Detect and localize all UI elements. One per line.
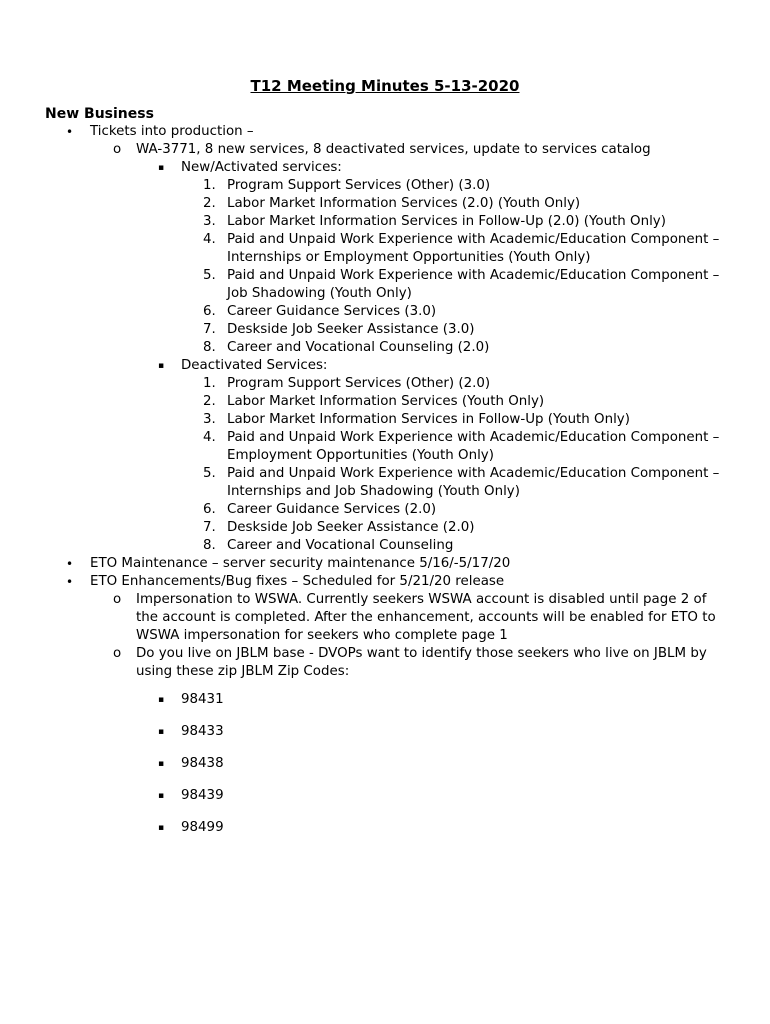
zip-code-item	[0, 819, 770, 851]
deactivated-service-item	[0, 465, 770, 501]
square-marker: ▪	[158, 361, 165, 371]
document-title: T12 Meeting Minutes 5-13-2020	[250, 77, 520, 95]
list-item-text: Tickets into production –	[90, 124, 254, 139]
list-item-eto-maintenance	[0, 555, 770, 573]
list-item-deactivated	[0, 357, 770, 375]
item-text: Career Guidance Services (2.0)	[227, 502, 437, 517]
minutes-content	[0, 123, 770, 851]
item-text: Career Guidance Services (3.0)	[227, 304, 437, 319]
square-marker: ▪	[158, 791, 165, 801]
square-marker: ▪	[158, 727, 165, 737]
circle-marker: o	[113, 142, 122, 157]
square-marker: ▪	[158, 695, 165, 705]
item-text: Paid and Unpaid Work Experience with Academic/Education Component – Employment Opportunities (Youth Only)	[227, 430, 720, 463]
item-text: Labor Market Information Services (Youth Only)	[227, 394, 545, 409]
list-item-text: Do you live on JBLM base - DVOPs want to identify those seekers who live on JBLM by using these zip JBLM Zip Codes:	[136, 646, 707, 679]
item-text: Paid and Unpaid Work Experience with Academic/Education Component – Internships and Job Shadowing (Youth Only)	[227, 466, 720, 499]
item-number: 2.	[203, 196, 216, 211]
deactivated-service-item	[0, 393, 770, 411]
square-marker: ▪	[158, 163, 165, 173]
list-item-eto-enhancements	[0, 573, 770, 591]
item-text: Labor Market Information Services in Follow-Up (Youth Only)	[227, 412, 630, 427]
zip-code-item	[0, 787, 770, 819]
item-text: Labor Market Information Services (2.0) (Youth Only)	[227, 196, 581, 211]
item-number: 4.	[203, 430, 216, 445]
bullet-marker: •	[66, 575, 74, 589]
item-text: Paid and Unpaid Work Experience with Academic/Education Component – Internships or Employment Opportunities (Youth Only)	[227, 232, 720, 265]
item-number: 4.	[203, 232, 216, 247]
zip-code-text: 98438	[181, 756, 224, 771]
list-item-text: Deactivated Services:	[181, 358, 328, 373]
new-service-item	[0, 339, 770, 357]
new-service-item	[0, 267, 770, 303]
circle-marker: o	[113, 646, 122, 661]
item-number: 6.	[203, 502, 216, 517]
item-text: Career and Vocational Counseling	[227, 538, 454, 553]
item-text: Career and Vocational Counseling (2.0)	[227, 340, 490, 355]
deactivated-service-item	[0, 519, 770, 537]
item-text: Labor Market Information Services in Follow-Up (2.0) (Youth Only)	[227, 214, 666, 229]
item-number: 8.	[203, 340, 216, 355]
square-marker: ▪	[158, 823, 165, 833]
zip-code-text: 98433	[181, 724, 224, 739]
item-number: 5.	[203, 466, 216, 481]
item-text: Paid and Unpaid Work Experience with Academic/Education Component – Job Shadowing (Youth Only)	[227, 268, 720, 301]
zip-code-item	[0, 723, 770, 755]
list-item-text: New/Activated services:	[181, 160, 342, 175]
item-number: 3.	[203, 412, 216, 427]
circle-marker: o	[113, 592, 122, 607]
zip-code-text: 98439	[181, 788, 224, 803]
spacer	[0, 681, 770, 691]
zip-code-item	[0, 755, 770, 787]
new-service-item	[0, 213, 770, 231]
item-text: Program Support Services (Other) (3.0)	[227, 178, 491, 193]
item-number: 1.	[203, 178, 216, 193]
list-item-text: ETO Enhancements/Bug fixes – Scheduled for 5/21/20 release	[90, 574, 505, 589]
list-item-wa-3771	[0, 141, 770, 159]
deactivated-service-item	[0, 411, 770, 429]
square-marker: ▪	[158, 759, 165, 769]
item-number: 8.	[203, 538, 216, 553]
item-text: Deskside Job Seeker Assistance (3.0)	[227, 322, 475, 337]
bullet-marker: •	[66, 557, 74, 571]
zip-code-text: 98499	[181, 820, 224, 835]
zip-code-item	[0, 691, 770, 723]
new-service-item	[0, 231, 770, 267]
zip-code-text: 98431	[181, 692, 224, 707]
list-item-new-activated	[0, 159, 770, 177]
deactivated-service-item	[0, 429, 770, 465]
item-number: 5.	[203, 268, 216, 283]
item-number: 2.	[203, 394, 216, 409]
item-number: 7.	[203, 520, 216, 535]
new-service-item	[0, 321, 770, 339]
item-number: 6.	[203, 304, 216, 319]
list-item-tickets	[0, 123, 770, 141]
item-text: Deskside Job Seeker Assistance (2.0)	[227, 520, 475, 535]
item-number: 7.	[203, 322, 216, 337]
deactivated-service-item	[0, 501, 770, 519]
list-item-impersonation	[0, 591, 770, 645]
deactivated-service-item	[0, 375, 770, 393]
list-item-text: Impersonation to WSWA. Currently seekers WSWA account is disabled until page 2 of the account is completed. After the enhancement, accounts will be enabled for ETO to WSWA impersonation for seekers who complete page 1	[136, 592, 716, 643]
item-number: 1.	[203, 376, 216, 391]
deactivated-service-item	[0, 537, 770, 555]
new-service-item	[0, 195, 770, 213]
new-service-item	[0, 303, 770, 321]
list-item-jblm	[0, 645, 770, 681]
item-text: Program Support Services (Other) (2.0)	[227, 376, 491, 391]
section-heading-new-business: New Business	[45, 106, 154, 122]
list-item-text: WA-3771, 8 new services, 8 deactivated services, update to services catalog	[136, 142, 651, 157]
new-service-item	[0, 177, 770, 195]
bullet-marker: •	[66, 125, 74, 139]
list-item-text: ETO Maintenance – server security maintenance 5/16/-5/17/20	[90, 556, 511, 571]
item-number: 3.	[203, 214, 216, 229]
